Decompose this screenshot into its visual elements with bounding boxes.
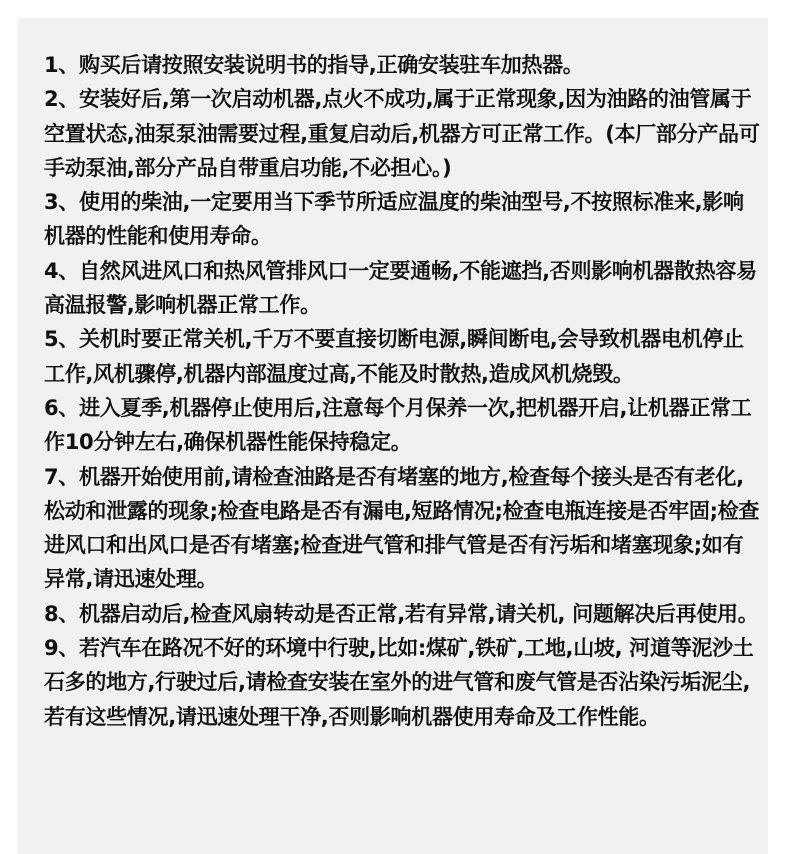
instruction-item-4: 4、自然风进风口和热风管排风口一定要通畅,不能遮挡,否则影响机器散热容易高温报警,影响机器正常工作。 [44,258,757,318]
instruction-item-2: 2、安装好后,第一次启动机器,点火不成功,属于正常现象,因为油路的油管属于空置状态,油泵泵油需要过程,重复启动后,机器方可正常工作。(本厂部分产品可手动泵油,部分产品自带重启功能,不必担心。) [44,87,760,180]
instruction-item-1: 1、购买后请按照安装说明书的指导,正确安装驻车加热器。 [44,53,584,77]
instruction-item-3: 3、使用的柴油,一定要用当下季节所适应温度的柴油型号,不按照标准来,影响机器的性能和使用寿命。 [44,190,744,249]
instruction-item-8: 8、机器启动后,检查风扇转动是否正常,若有异常,请关机, 问题解决后再使用。 [44,601,759,626]
instruction-item-9: 9、若汽车在路况不好的环境中行驶,比如:煤矿,铁矿,工地,山坡, 河道等泥沙土石多的地方,行驶过后,请检查安装在室外的进气管和废气管是否沾染污垢泥尘,若有这些情况,请迅速处理干净,否则影响机器使用寿命及工作性能。 [44,636,754,729]
instruction-item-7: 7、机器开始使用前,请检查油路是否有堵塞的地方,检查每个接头是否有老化,松动和泄露的现象;检查电路是否有漏电,短路情况;检查电瓶连接是否牢固;检查进风口和出风口是否有堵塞;检查进气管和排气管是否有污垢和堵塞现象;如有异常,请迅速处理。 [44,464,760,592]
instruction-item-5: 5、关机时要正常关机,千万不要直接切断电源,瞬间断电,会导致机器电机停止工作,风机骤停,机器内部温度过高,不能及时散热,造成风机烧毁。 [44,327,744,386]
instruction-item-6: 6、进入夏季,机器停止使用后,注意每个月保养一次,把机器开启,让机器正常工作10分钟左右,确保机器性能保持稳定。 [44,395,752,455]
top-white-strip [0,0,790,18]
instruction-list [44,48,760,734]
